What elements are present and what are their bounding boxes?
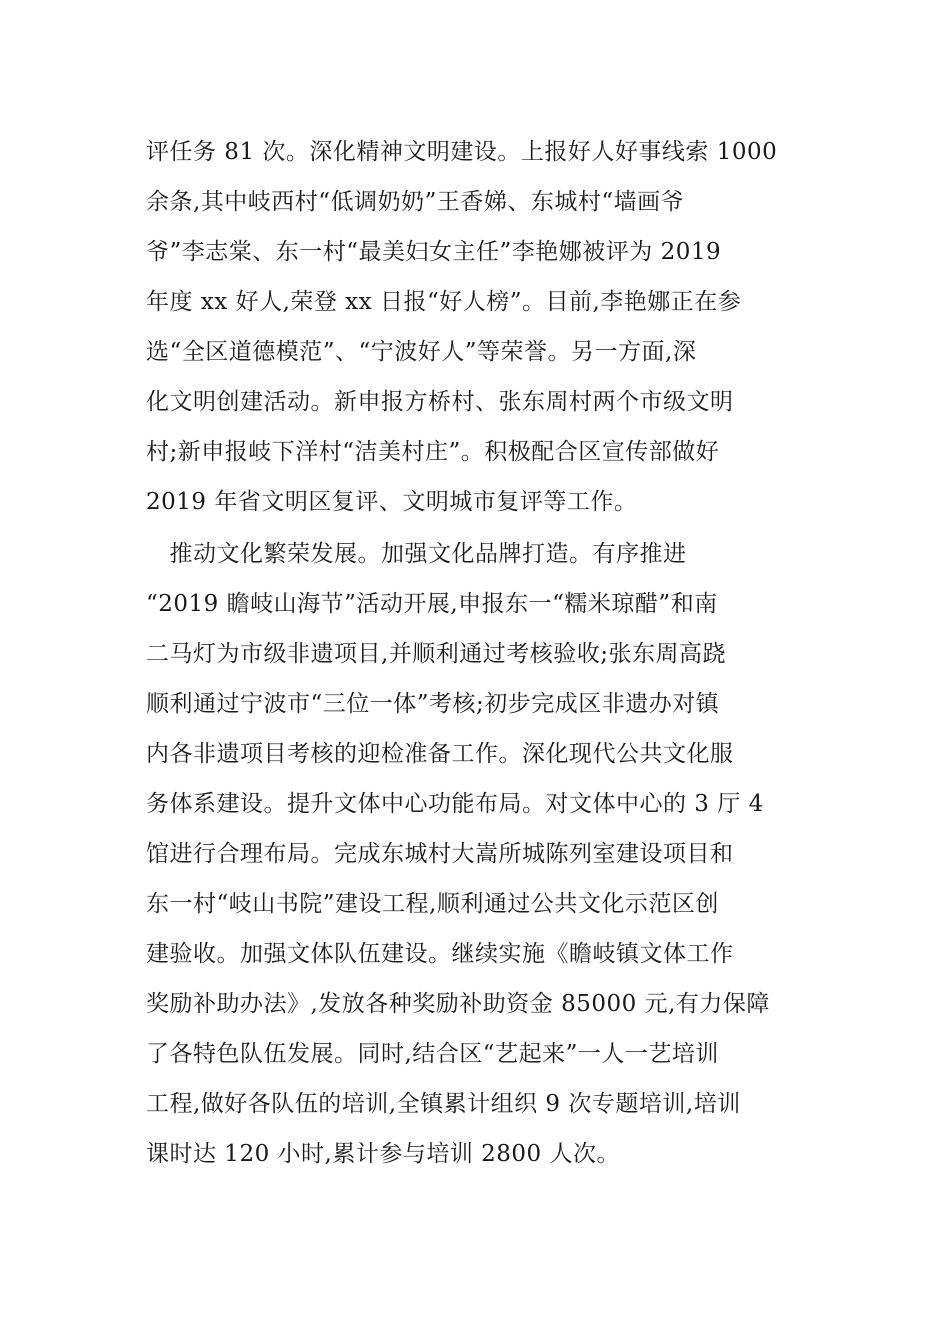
text-line: 推动文化繁荣发展。加强文化品牌打造。有序推进: [146, 541, 687, 567]
text-line: 务体系建设。提升文体中心功能布局。对文体中心的 3 厅 4: [146, 791, 764, 817]
text-line: 选“全区道德模范”、“宁波好人”等荣誉。另一方面,深: [146, 339, 697, 365]
paragraph-civilization: [146, 127, 816, 527]
text-line: 二马灯为市级非遗项目,并顺利通过考核验收;张东周高跷: [146, 641, 727, 667]
text-line: “2019 瞻岐山海节”活动开展,申报东一“糯米琼醋”和南: [146, 591, 718, 617]
text-line: 工程,做好各队伍的培训,全镇累计组织 9 次专题培训,培训: [146, 1091, 741, 1117]
text-line: 化文明创建活动。新申报方桥村、张东周村两个市级文明: [146, 389, 734, 415]
text-line: 爷”李志棠、东一村“最美妇女主任”李艳娜被评为 2019: [146, 239, 722, 265]
text-line: 建验收。加强文体队伍建设。继续实施《瞻岐镇文体工作: [146, 941, 734, 967]
text-line: 村;新申报岐下洋村“洁美村庄”。积极配合区宣传部做好: [146, 439, 720, 465]
text-line: 奖励补助办法》,发放各种奖励补助资金 85000 元,有力保障: [146, 991, 770, 1017]
text-line: 顺利通过宁波市“三位一体”考核;初步完成区非遗办对镇: [146, 691, 720, 717]
text-line: 内各非遗项目考核的迎检准备工作。深化现代公共文化服: [146, 741, 734, 767]
text-line: 余条,其中岐西村“低调奶奶”王香娣、东城村“墙画爷: [146, 189, 685, 215]
text-line: 2019 年省文明区复评、文明城市复评等工作。: [146, 489, 638, 515]
text-line: 课时达 120 小时,累计参与培训 2800 人次。: [146, 1141, 620, 1167]
text-line: 评任务 81 次。深化精神文明建设。上报好人好事线索 1000: [146, 139, 778, 165]
text-line: 馆进行合理布局。完成东城村大嵩所城陈列室建设项目和: [146, 841, 734, 867]
text-line: 了各特色队伍发展。同时,结合区“艺起来”一人一艺培训: [146, 1041, 719, 1067]
paragraph-culture: [146, 529, 816, 1179]
text-line: 东一村“岐山书院”建设工程,顺利通过公共文化示范区创: [146, 891, 719, 917]
text-line: 年度 xx 好人,荣登 xx 日报“好人榜”。目前,李艳娜正在参: [146, 289, 742, 315]
